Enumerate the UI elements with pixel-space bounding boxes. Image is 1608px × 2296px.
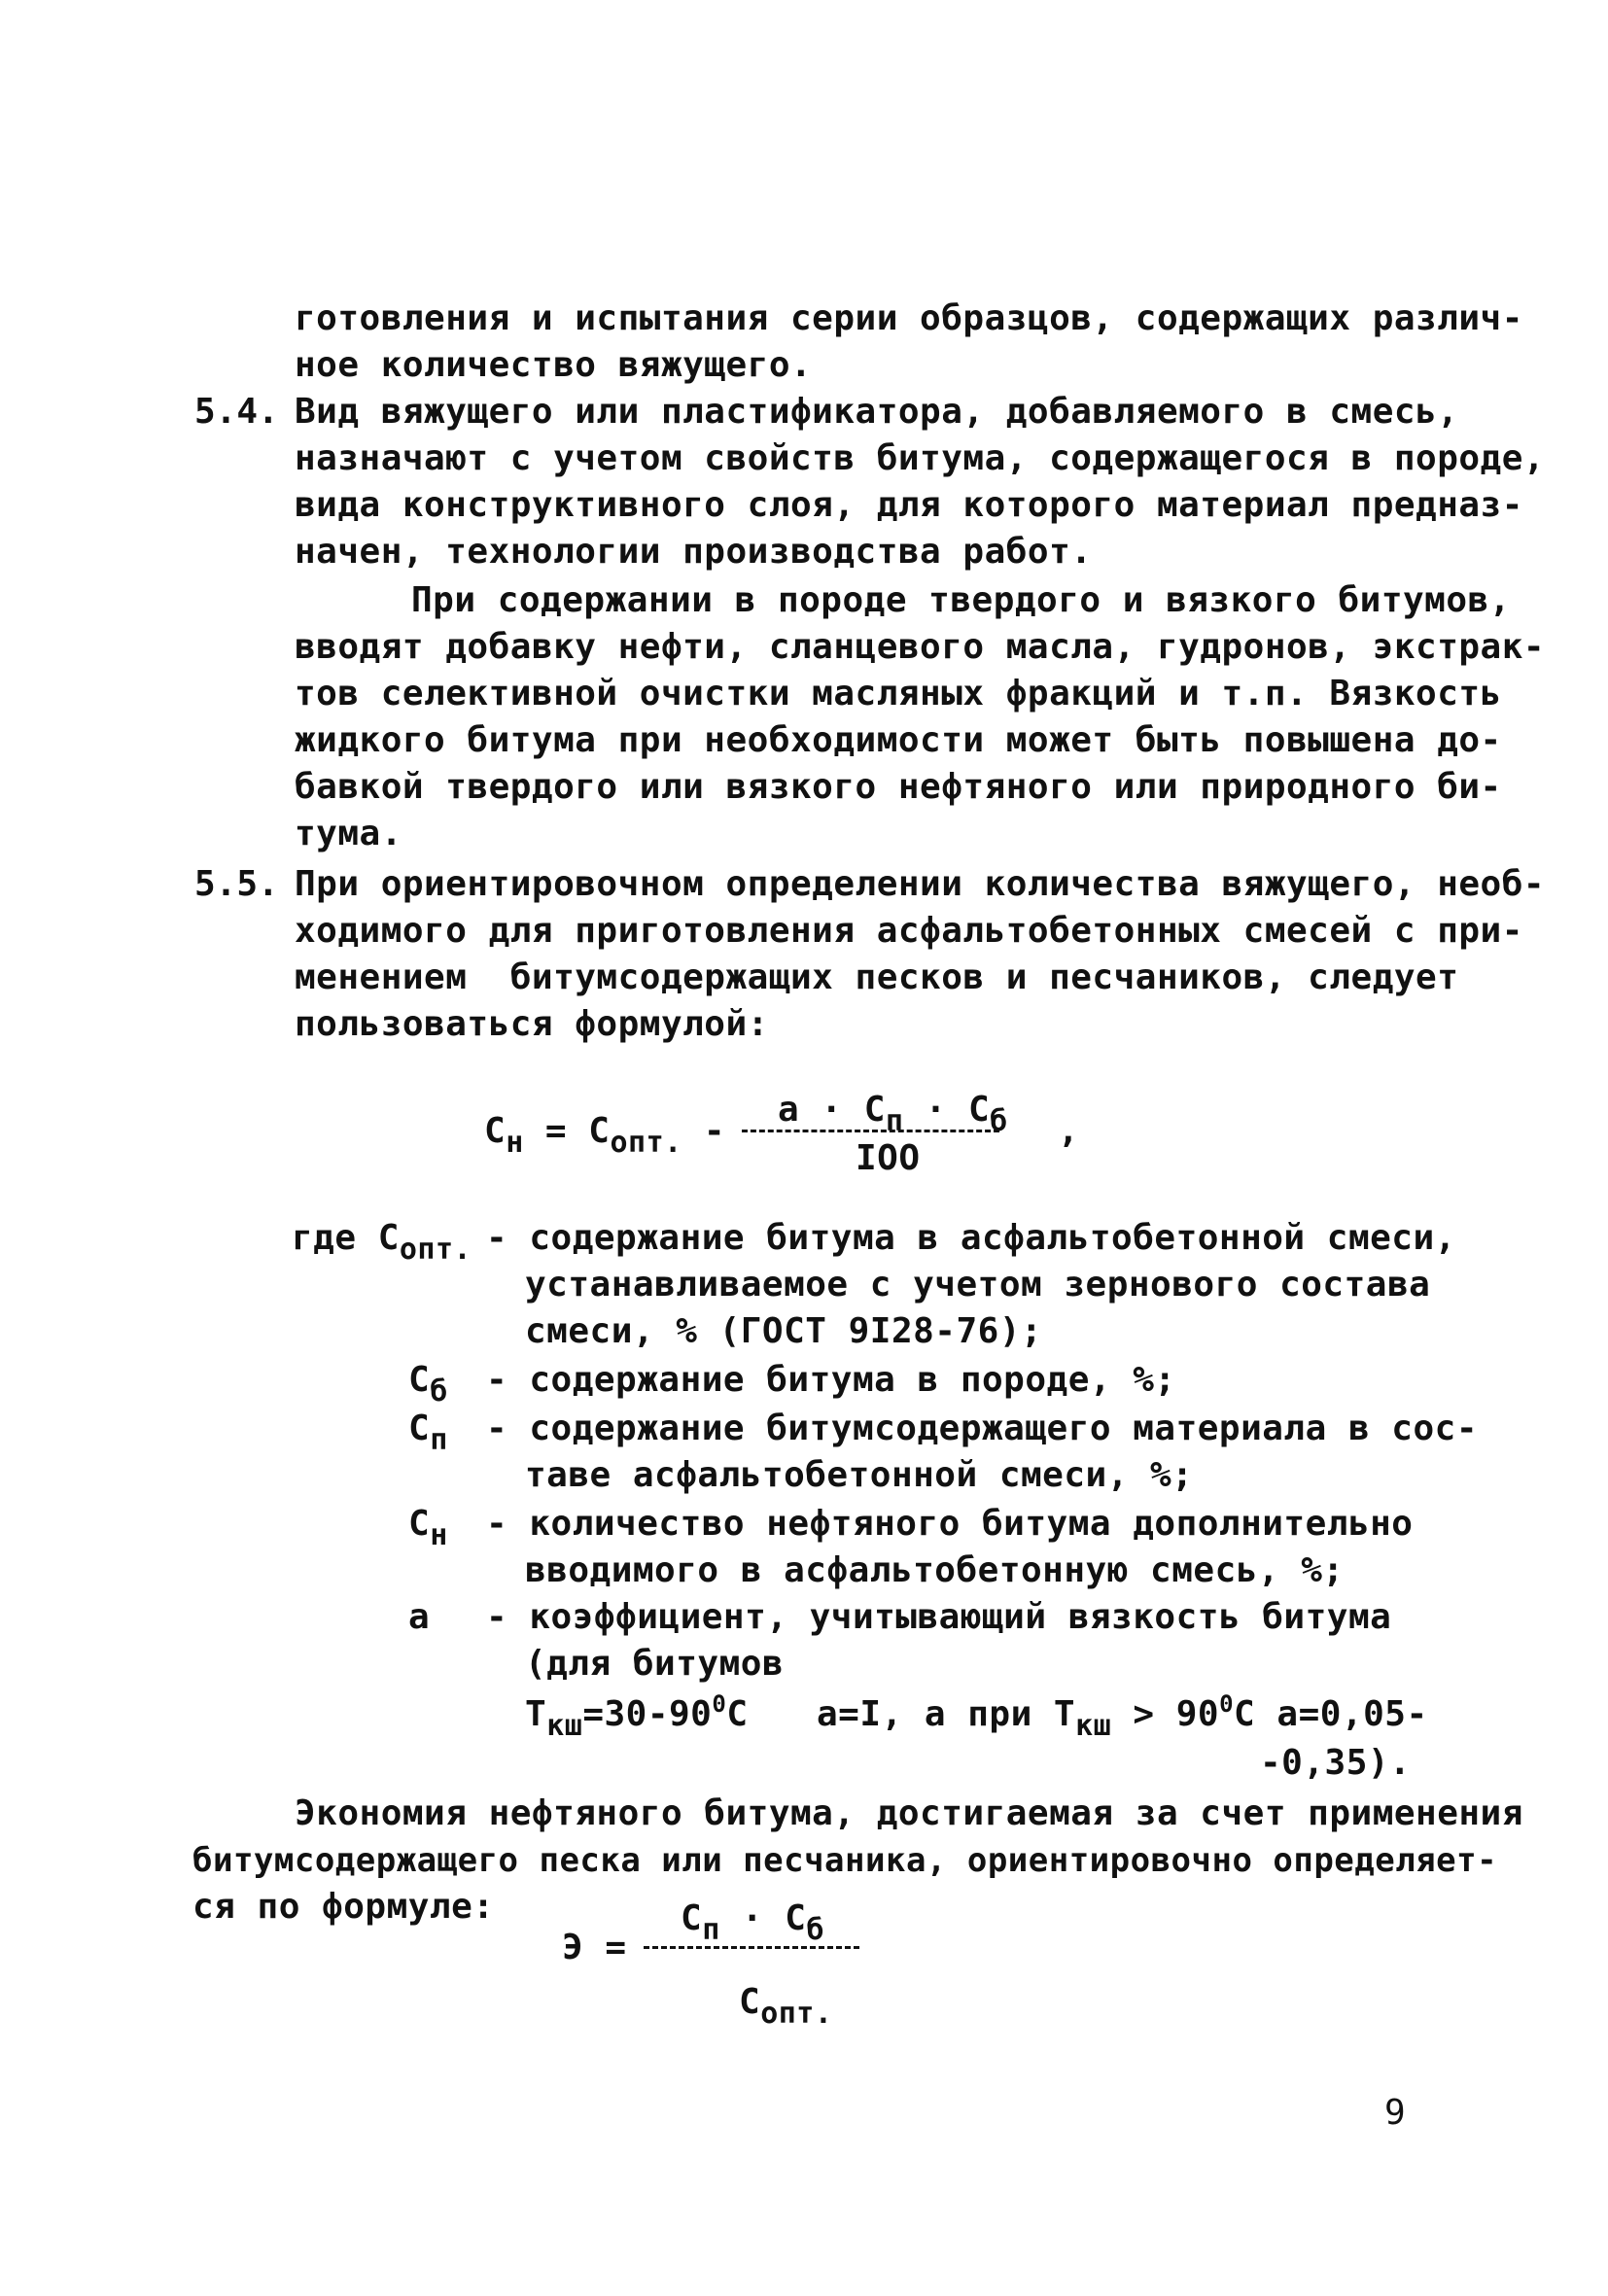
text-line: тов селективной очистки масляных фракций и т.п. Вязкость [295, 674, 1502, 713]
formula-denominator: IOO [856, 1138, 921, 1178]
legend-desc: - содержание битума в породе, %; [486, 1360, 1176, 1400]
text-line: битумсодержащего песка или песчаника, ориентировочно определяет- [192, 1841, 1498, 1880]
text-line: тума. [295, 814, 402, 853]
formula2-lhs: Э = [562, 1928, 627, 1967]
legend-where: где $С_{опт.}$ [292, 1218, 472, 1267]
fraction-bar [742, 1130, 999, 1132]
text-line: менением битумсодержащих песков и песчаников, следует [295, 957, 1459, 997]
text-line: назначают с учетом свойств битума, содержащегося в породе, [295, 438, 1546, 478]
legend-desc: - количество нефтяного битума дополнительно [486, 1504, 1414, 1544]
legend-desc: таве асфальтобетонной смеси, %; [525, 1455, 1194, 1495]
text-line: готовления и испытания серии образцов, содержащих различ- [295, 298, 1523, 338]
page-number: 9 [1384, 2093, 1406, 2133]
section-number: 5.4. [194, 392, 279, 432]
text-line: жидкого битума при необходимости может быть повышена до- [295, 720, 1502, 760]
legend-desc: устанавливаемое с учетом зернового состава [525, 1265, 1431, 1305]
legend-desc: -0,35). [1260, 1743, 1412, 1783]
text-line: Экономия нефтяного битума, достигаемая за счет применения [295, 1793, 1523, 1833]
text-line: пользоваться формулой: [295, 1004, 769, 1044]
text-line: При ориентировочном определении количества вяжущего, необ- [295, 864, 1546, 904]
legend-symbol: а [408, 1597, 431, 1637]
text-line: бавкой твердого или вязкого нефтяного или природного би- [295, 767, 1502, 807]
text-line: ное количество вяжущего. [295, 345, 813, 385]
text-line: начен, технологии производства работ. [295, 532, 1093, 572]
formula2-denominator: $С_{опт.}$ [739, 1982, 833, 2031]
legend-desc: смеси, % (ГОСТ 9I28-76); [525, 1311, 1043, 1351]
legend-condition: а=I, а при $Т_{кш} > 90^0С$ а=0,05- [817, 1690, 1428, 1743]
section-number: 5.5. [194, 864, 279, 904]
text-line: ся по формуле: [192, 1887, 495, 1927]
legend-desc: - содержание битумсодержащего материала в сос- [486, 1409, 1478, 1448]
legend-desc: - коэффициент, учитывающий вязкость битума [486, 1597, 1392, 1637]
legend-symbol: $С_п$ [408, 1409, 448, 1457]
text-line: При содержании в породе твердого и вязкого битумов, [411, 580, 1511, 620]
text-line: ходимого для приготовления асфальтобетонных смесей с при- [295, 911, 1523, 951]
formula-numerator: $а \cdot С_п \cdot С_б$ [778, 1090, 1008, 1138]
text-line: Вид вяжущего или пластификатора, добавляемого в смесь, [295, 392, 1459, 432]
legend-condition: $Т_{кш}=30-90^0С$ [525, 1690, 749, 1743]
legend-symbol: $С_б$ [408, 1360, 448, 1409]
legend-desc: (для битумов [525, 1644, 785, 1684]
text-line: вводят добавку нефти, сланцевого масла, гудронов, экстрак- [295, 627, 1546, 667]
legend-desc: вводимого в асфальтобетонную смесь, %; [525, 1550, 1345, 1590]
legend-desc: - содержание битума в асфальтобетонной смеси, [486, 1218, 1456, 1258]
formula2-numerator: $С_п \cdot С_б$ [681, 1898, 825, 1947]
fraction-bar [644, 1946, 859, 1949]
legend-symbol: $С_н$ [408, 1504, 448, 1552]
text-line: вида конструктивного слоя, для которого материал предназ- [295, 485, 1523, 525]
formula-comma: , [1058, 1111, 1080, 1151]
formula-lhs: $С_н = С_{опт.}$ - [484, 1111, 726, 1160]
